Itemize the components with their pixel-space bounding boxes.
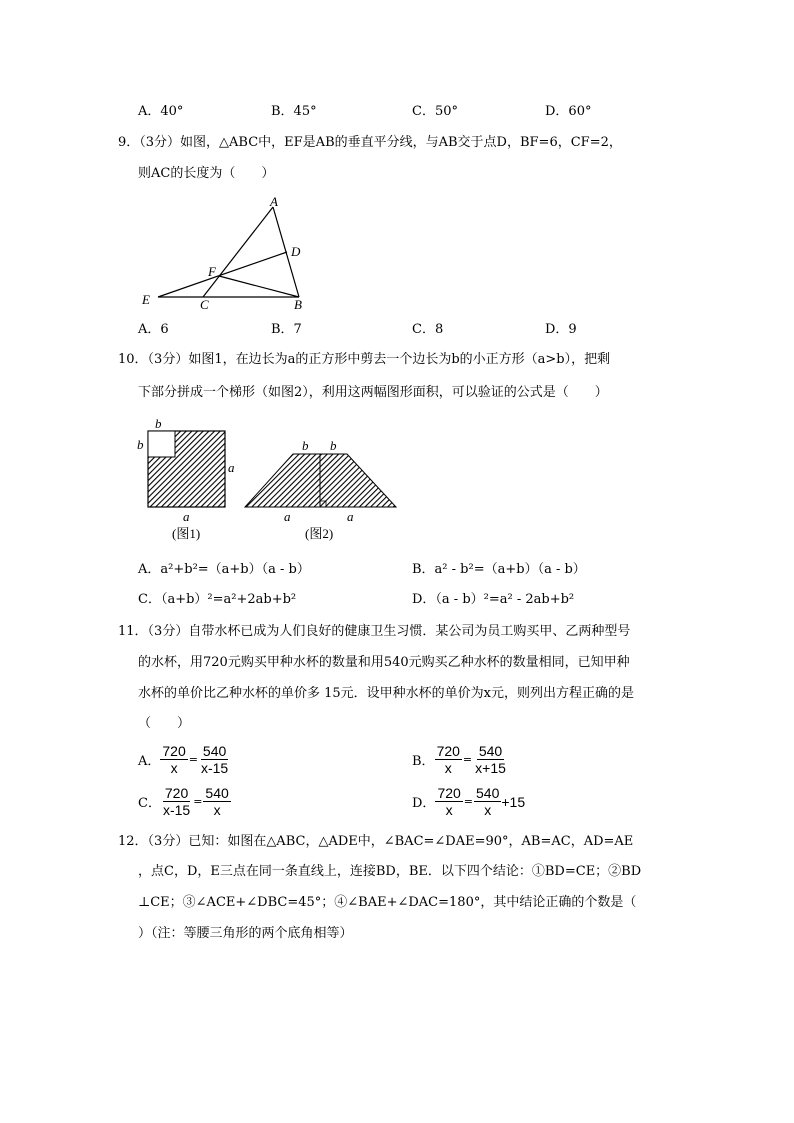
fraction-left: $\frac{720}{x-15}$: [162, 785, 191, 818]
fraction-left: $\frac{720}{x}$: [437, 785, 461, 818]
q10-option-c: C．（a+b）²=a²+2ab+b²: [138, 592, 297, 607]
q8-option-c: C．50°: [412, 104, 458, 119]
option-tail: +15: [501, 793, 526, 810]
q11-stem-line1: 11．（3分）自带水杯已成为人们良好的健康卫生习惯．某公司为员工购买甲、乙两种型号: [118, 624, 631, 639]
q10-stem-line2: 下部分拼成一个梯形（如图2），利用这两幅图形面积，可以验证的公式是（ ）: [138, 385, 608, 400]
fig1-label-b-left: b: [137, 437, 144, 452]
q9-stem-line2: 则AC的长度为（ ）: [138, 166, 275, 181]
q11-option-d: [412, 785, 525, 818]
equals: =: [463, 795, 474, 808]
q9-option-d: D．9: [545, 322, 577, 337]
fig2-label-a-left: a: [284, 509, 291, 524]
q11-option-c: [138, 785, 231, 818]
label-e: E: [142, 292, 150, 307]
q10-figure-2: [245, 438, 396, 541]
fig1-caption: (图1): [172, 526, 201, 541]
label-b: B: [294, 297, 302, 312]
line-ed: [158, 252, 287, 297]
equals: =: [462, 753, 473, 766]
q10-stem-line1: 10．（3分）如图1，在边长为a的正方形中剪去一个边长为b的小正方形（a>b），把剩: [118, 352, 611, 367]
q10-figure-1: [137, 416, 235, 541]
label-f: F: [208, 264, 216, 279]
q12-stem-line3: ⊥CE；③∠ACE+∠DBC=45°；④∠BAE+∠DAC=180°，其中结论正确的个数是（: [138, 895, 637, 910]
fraction-right: $\frac{540}{x-15}$: [200, 743, 229, 776]
fig2-label-a-right: a: [347, 509, 354, 524]
q11-option-a: [138, 743, 230, 776]
equals: =: [188, 753, 198, 766]
q8-option-b: B．45°: [271, 104, 317, 119]
option-label: B．: [412, 754, 435, 769]
fig2-label-b-right: b: [330, 438, 337, 453]
q9-option-c: C．8: [412, 322, 444, 337]
fig2-label-b-left: b: [302, 438, 309, 453]
line-ac: [203, 207, 273, 297]
fraction-right: $\frac{540}{x}$: [205, 785, 229, 818]
fig2-caption: (图2): [305, 526, 334, 541]
fig1-label-a-bottom: a: [183, 509, 190, 524]
q10-option-a: A．a²+b²=（a+b）（a - b）: [138, 562, 310, 577]
option-label: C．: [138, 796, 161, 811]
equals: =: [193, 795, 203, 808]
q10-option-b: B．a² - b²=（a+b）（a - b）: [412, 562, 586, 577]
q12-stem-line2: ，点C，D，E三点在同一条直线上，连接BD，BE．以下四个结论：①BD=CE；②BD: [138, 864, 642, 879]
fraction-right: $\frac{540}{x+15}$: [475, 743, 506, 776]
option-label: D．: [412, 796, 436, 811]
q9-option-a: A．6: [138, 322, 169, 337]
q10-option-d: D．（a - b）²=a² - 2ab+b²: [412, 592, 575, 607]
fraction-right: $\frac{540}{x}$: [476, 785, 500, 818]
q9-option-b: B．7: [271, 322, 302, 337]
fraction-left: $\frac{720}{x}$: [436, 743, 460, 776]
q11-option-b: [412, 743, 508, 776]
q11-stem-line2: 的水杯，用720元购买甲种水杯的数量和用540元购买乙种水杯的数量相同，已知甲种: [138, 655, 630, 670]
q8-option-d: D．60°: [545, 104, 592, 119]
line-fb: [219, 276, 299, 297]
q11-stem-line4: （ ）: [138, 716, 191, 731]
q8-option-a: A．40°: [138, 104, 184, 119]
q11-stem-line3: 水杯的单价比乙种水杯的单价多 15元．设甲种水杯的单价为x元，则列出方程正确的是: [138, 686, 635, 701]
fig1-label-b-top: b: [155, 416, 162, 431]
label-c: C: [200, 297, 209, 312]
q12-stem-line4: ）（注：等腰三角形的两个底角相等）: [138, 926, 353, 941]
q9-stem-line1: 9．（3分）如图，△ABC中，EF是AB的垂直平分线，与AB交于点D，BF=6，CF=2，: [118, 135, 622, 150]
option-label: A．: [138, 754, 161, 769]
fig1-label-a-right: a: [228, 460, 235, 475]
label-a: A: [270, 194, 278, 209]
fraction-left: $\frac{720}{x}$: [162, 743, 186, 776]
label-d: D: [291, 244, 301, 259]
q12-stem-line1: 12．（3分）已知：如图在△ABC，△ADE中，∠BAC=∠DAE=90°，AB=AC，AD=AE: [118, 834, 634, 849]
